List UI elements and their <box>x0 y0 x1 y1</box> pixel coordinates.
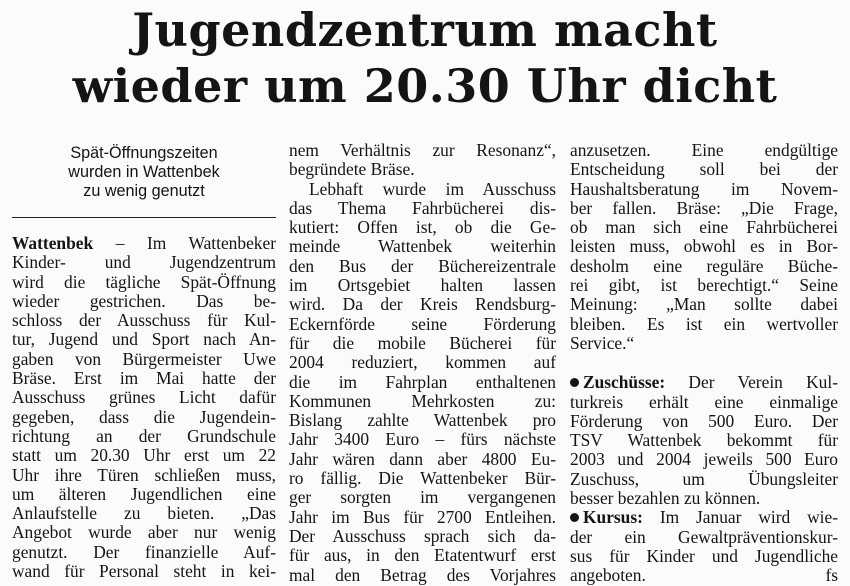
headline <box>0 2 850 114</box>
body-line: für aus, in den Etatentwurf erst <box>289 545 556 566</box>
body-line: TSV Wattenbek bekommt für <box>570 430 838 451</box>
body-line: Bislang zahlte Wattenbek pro <box>289 410 556 431</box>
body-line: Lebhaft wurde im Ausschuss <box>309 178 556 199</box>
article-column-1 <box>12 144 276 581</box>
body-line: turkreis erhält eine einmalige <box>570 391 838 412</box>
body-line: Service.“ <box>570 332 635 353</box>
body-line: Ausschuss grünes Licht dafür <box>12 387 276 408</box>
body-line: richtung an der Grundschule <box>12 425 276 446</box>
body-line: Wattenbek – Im Wattenbeker <box>12 233 276 253</box>
body-line: Jahr im Bus für 2700 Entleihen. <box>289 506 556 527</box>
section-gap <box>570 353 838 373</box>
body-line: wand für Personal steht in kei- <box>12 561 276 582</box>
body-line: 2003 und 2004 jeweils 500 Euro <box>570 449 838 470</box>
body-line: genutzt. Der finanzielle Auf- <box>12 541 276 562</box>
body-line: gegeben, dass die Jugendein- <box>12 406 276 427</box>
article-column-2 <box>289 141 556 585</box>
body-line: anzusetzen. Eine endgültige <box>570 140 838 160</box>
body-line: Förderung von 500 Euro. Der <box>570 410 838 431</box>
body-line: besser bezahlen zu können. <box>570 488 761 509</box>
body-line: ger sorgten im vergangenen <box>289 487 556 508</box>
body-line: ro fällig. Die Wattenbeker Bür- <box>289 468 556 489</box>
body-line: Haushaltsberatung im Novem- <box>570 178 838 199</box>
body-line: Der Ausschuss sprach sich da- <box>289 525 556 546</box>
body-line: mal den Betrag des Vorjahres <box>289 564 556 585</box>
body-line: nem Verhältnis zur Resonanz“, <box>289 140 556 160</box>
body-line: sus für Kinder und Jugendliche <box>570 545 838 566</box>
body-line: gaben von Bürgermeister Uwe <box>12 348 276 369</box>
subheadline-line-1: Spät-Öffnungszeiten <box>70 144 218 162</box>
body-line: der ein Gewaltpräventionskur- <box>570 526 838 547</box>
body-line: wieder gestrichen. Das be- <box>12 290 276 311</box>
body-line: Kinder- und Jugendzentrum <box>12 252 276 273</box>
body-line: rei gibt, ist berechtigt.“ Seine <box>570 275 838 296</box>
article-column-3 <box>570 141 838 586</box>
subheadline-line-2: wurden in Wattenbek <box>68 163 220 181</box>
headline-line-2: wieder um 20.30 Uhr dicht <box>72 59 778 113</box>
body-line: den Bus der Büchereizentrale <box>289 255 556 276</box>
bullet-icon <box>570 378 579 387</box>
body-line: 2004 reduziert, kommen auf <box>289 352 556 373</box>
body-line: Zuschuss, um Übungsleiter <box>570 468 838 489</box>
headline-line-1: Jugendzentrum macht <box>132 3 718 57</box>
body-line: im Ortsgebiet halten lassen <box>289 275 556 296</box>
body-line: das Thema Fahrbücherei dis- <box>289 197 556 218</box>
body-line: kutiert: Offen ist, ob die Ge- <box>289 217 556 238</box>
body-line: Meinung: „Man sollte dabei <box>570 294 838 315</box>
body-line: Jahr wären dann aber 4800 Eu- <box>289 448 556 469</box>
body-line: Bräse. Erst im Mai hatte der <box>12 368 276 389</box>
body-line: meinde Wattenbek weiterhin <box>289 236 556 257</box>
body-line: Entscheidung soll bei der <box>570 159 838 180</box>
body-line: die im Fahrplan enthaltenen <box>289 371 556 392</box>
body-line: leisten muss, obwohl es in Bor- <box>570 236 838 257</box>
body-line: schloss der Ausschuss für Kul- <box>12 310 276 331</box>
body-line: wird die tägliche Spät-Öffnung <box>12 271 276 292</box>
body-line: Jahr 3400 Euro – fürs nächste <box>289 429 556 450</box>
kursus-label: Kursus: <box>583 507 643 528</box>
body-line: für die mobile Bücherei für <box>289 332 556 353</box>
body-line: Kursus: Im Januar wird wie- <box>570 508 838 527</box>
bullet-icon <box>570 513 579 522</box>
dateline: Wattenbek <box>12 233 94 253</box>
body-line: ob man sich eine Fahrbücherei <box>570 217 838 238</box>
body-line: desholm eine reguläre Büche- <box>570 255 838 276</box>
subheadline-line-3: zu wenig genutzt <box>83 182 205 200</box>
body-line: angeboten. fs <box>570 565 838 586</box>
body-line: Kommunen Mehrkosten zu: <box>289 390 556 411</box>
subheadline-divider <box>12 217 276 218</box>
author-initials: fs <box>825 565 838 586</box>
body-line: statt um 20.30 Uhr erst um 22 <box>12 445 276 466</box>
zuschuesse-label: Zuschüsse: <box>583 372 666 393</box>
body-line: um älteren Jugendlichen eine <box>12 483 276 504</box>
body-line: Eckernförde seine Förderung <box>289 313 556 334</box>
body-line: Angebot wurde aber nur wenig <box>12 522 276 543</box>
subheadline <box>12 144 276 201</box>
body-line: wird. Da der Kreis Rendsburg- <box>289 294 556 315</box>
body-line: bleiben. Es ist ein wertvoller <box>570 313 838 334</box>
body-line: ber fallen. Bräse: „Die Frage, <box>570 197 838 218</box>
body-line: Uhr ihre Türen schließen muss, <box>12 464 276 485</box>
body-line: tur, Jugend und Sport nach An- <box>12 329 276 350</box>
body-line: Zuschüsse: Der Verein Kul- <box>570 373 838 392</box>
body-line: Anlaufstelle zu bieten. „Das <box>12 503 276 524</box>
body-line: begründete Bräse. <box>289 159 415 180</box>
